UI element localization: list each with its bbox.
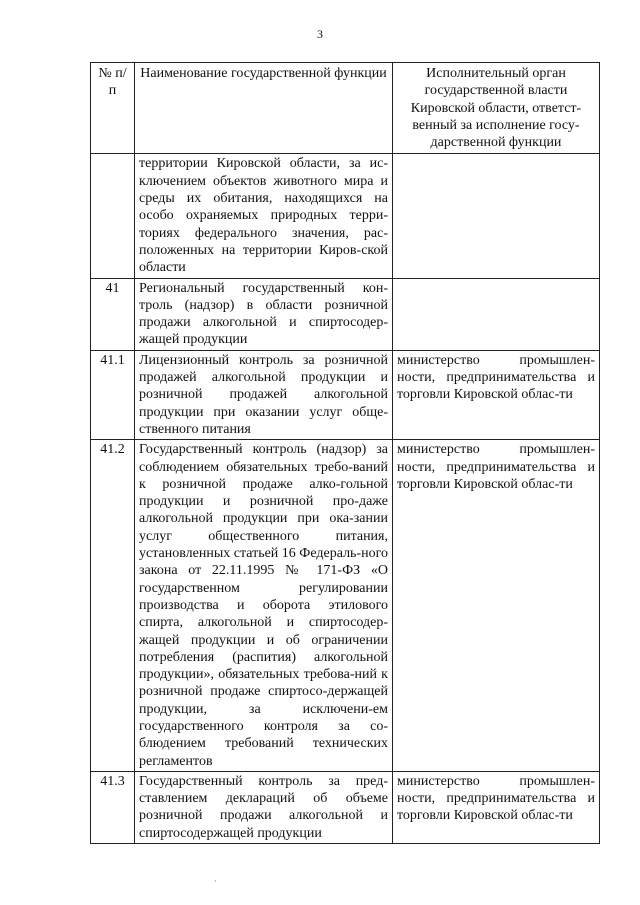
table-row [91,440,600,772]
state-functions-table [90,62,600,844]
row-number: 41 [91,278,135,350]
table-row [91,771,600,843]
table-row [91,278,600,350]
row-function-name: территории Кировской области, за ис-ключением объектов животного мира и среды их обитания, находящихся на особо охраняемых природных терри-ториях федерального значения, рас-положенных на территории Киров-ской области [135,154,393,278]
table-row [91,350,600,439]
row-number: 41.3 [91,771,135,843]
row-function-name: Лицензионный контроль за розничной продажей алкогольной продукции и розничной продажей алкогольной продукции при оказании услуг обще-ственного питания [135,350,393,439]
header-responsible-authority: Исполнительный орган государственной власти Кировской области, ответст-венный за исполнение госу-дарственной функции [393,63,600,154]
header-number: № п/п [91,63,135,154]
row-responsible-authority [393,154,600,278]
row-responsible-authority: министерство промышлен-ности, предпринимательства и торговли Кировской облас-ти [393,350,600,439]
table-row [91,154,600,278]
row-responsible-authority [393,278,600,350]
row-number [91,154,135,278]
row-responsible-authority: министерство промышлен-ности, предпринимательства и торговли Кировской облас-ти [393,440,600,772]
row-number: 41.1 [91,350,135,439]
header-function-name: Наименование государственной функции [135,63,393,154]
row-function-name: Государственный контроль за пред-ставлением деклараций об объеме розничной продажи алкогольной и спиртосодержащей продукции [135,771,393,843]
table-header-row [91,63,600,154]
row-function-name: Региональный государственный кон-троль (надзор) в области розничной продажи алкогольной и спиртосодер-жащей продукции [135,278,393,350]
page-number: 3 [317,27,323,41]
scan-speck [215,880,216,882]
row-number: 41.2 [91,440,135,772]
row-function-name: Государственный контроль (надзор) за соблюдением обязательных требо-ваний к розничной продаже алко-гольной продукции и розничной про-даже алкогольной продукции при ока-зании услуг общественного питания, установленных статьей 16 Федераль-ного закона от 22.11.1995 № 171-ФЗ «О государственном регулировании производства и оборота этилового спирта, алкогольной и спиртосодер-жащей продукции и об ограничении потребления (распития) алкогольной продукции», обязательных требова-ний к розничной продаже спиртосо-держащей продукции, за исключени-ем государственного контроля за со-блюдением требований технических регламентов [135,440,393,772]
row-responsible-authority: министерство промышлен-ности, предпринимательства и торговли Кировской облас-ти [393,771,600,843]
